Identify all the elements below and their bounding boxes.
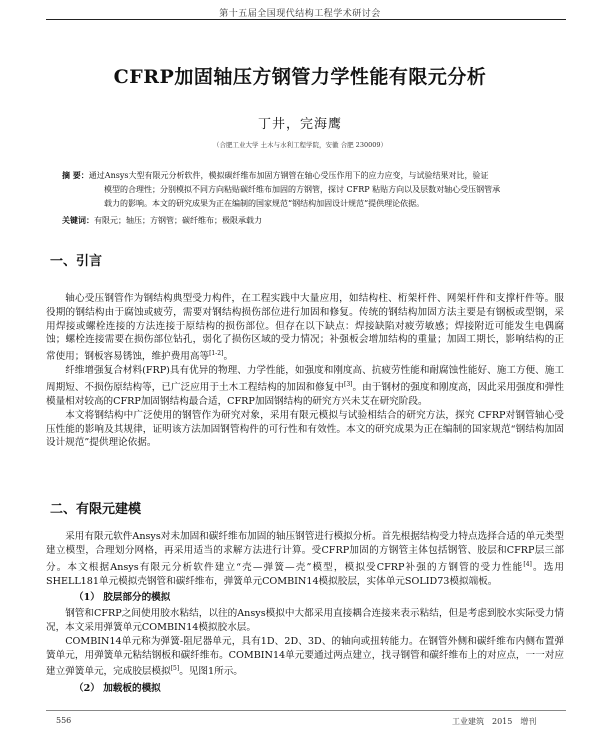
citation: [3] [344,380,353,388]
section-1-body [46,292,564,450]
page-number: 556 [56,716,72,725]
keywords [62,214,552,227]
citation: [1-2] [209,350,224,358]
footer-rule [46,710,566,711]
paper-authors: 丁井，完海鹰 [257,117,342,132]
abstract-line-3: 载力的影响。本文的研究成果为正在编制的国家规范“钢结构加固设计规范”提供理论依据。 [104,199,425,208]
keywords-label: 关键词： [62,215,94,225]
citation: [5] [170,665,180,673]
paragraph: 本文将钢结构中广泛使用的钢管作为研究对象，采用有限元模拟与试验相结合的研究方法，探究 CFRP对钢管轴心受压性能的影响及其规律，证明该方法加固钢管构件的可行性和有效性。本文的研究成果为正在编制的国家规范“钢结构加固设计规范”提供理论依据。 [46,409,564,449]
abstract-line-1: 摘 要：通过Ansys大型有限元分析软件，模拟碳纤维布加固方钢管在轴心受压作用下的应力应变，与试验结果对比，验证 [62,170,489,180]
conference-header: 第十五届全国现代结构工程学术研讨会 [219,9,381,19]
section-1-heading: 一、引言 [50,254,103,269]
paragraph: 钢管和CFRP之间使用胶水粘结，以往的Ansys模拟中大都采用直接耦合连接来表示粘结，但是考虑到胶水实际受力情况，本文采用弹簧单元COMBIN14模拟胶水层。 [46,608,564,633]
subsection-heading: （2） 加载板的模拟 [74,683,161,695]
paper-affiliation: （合肥工业大学 土木与水利工程学院，安徽 合肥 230009） [212,141,387,149]
keywords-text: 有限元；轴压；方钢管；碳纤维布；极限承载力 [94,216,262,225]
paragraph: 纤维增强复合材料(FRP)具有优异的物理、力学性能，如强度和刚度高、抗疲劳性能和耐腐蚀性能好、施工方便、施工周期短、不损伤原结构等，已广泛应用于土木工程结构的加固和修复中[3]。由于钢材的强度和刚度高，因此采用强度和弹性模量相对较高的CFRP加固钢结构最合适，CFRP加固钢结构的研究方兴未艾在研究阶段。 [46,365,565,407]
abstract-label: 摘 要： [62,170,89,180]
subsection-heading: （1） 胶层部分的模拟 [74,592,171,604]
citation: [4] [523,560,532,568]
journal-name: 工业建筑 2015 增刊 [452,717,537,726]
paragraph: 轴心受压钢管作为钢结构典型受力构件，在工程实践中大量应用，如结构柱、桁架杆件、网架杆件和支撑杆件等。服役期的钢结构由于腐蚀或疲劳，需要对钢结构损伤部位进行加固和修复。传统的钢结构加固方法主要是有钢板或型钢，采用焊接或螺栓连接的方法连接于原结构的损伤部位。但存在以下缺点：焊接缺陷对疲劳敏感；焊接附近可能发生电偶腐蚀；螺栓连接需要在损伤部位钻孔，弱化了损伤区域的受力情况；补强板会增加结构的重量；加固工期长，影响结构的正常使用；钢板容易锈蚀，维护费用高等[1-2]。 [46,293,564,363]
section-2-heading: 二、有限元建模 [50,502,142,517]
section-2-body [46,530,564,698]
paper-title: CFRP加固轴压方钢管力学性能有限元分析 [113,66,487,88]
abstract-line-2: 模型的合理性；分别模拟不同方向粘贴碳纤维布加固的方钢管，探讨 CFRP 粘贴方向以及层数对轴心受压钢管承 [104,185,501,194]
header-rule [46,19,566,20]
paragraph: COMBIN14单元称为弹簧-阻尼器单元，具有1D、2D、3D、的轴向或扭转能力。在钢管外侧和碳纤维布内侧布置弹簧单元，用弹簧单元粘结钢板和碳纤维布。COMBIN14单元要通过两点建立，找寻钢管和碳纤维布上的对应点，一一对应建立弹簧单元，完成胶层模拟[5]。见图1所示。 [46,635,564,678]
abstract [62,168,552,211]
paragraph: 采用有限元软件Ansys对未加固和碳纤维布加固的轴压钢管进行模拟分析。首先根据结构受力特点选择合适的单元类型建立模型，合理划分网格，再采用适当的求解方法进行计算。受CFRP加固的方钢管主体包括钢管、胶层和CFRP层三部分。本文根据Ansys有限元分析软件建立“壳—弹簧—壳”模型，模拟受CFRP补强的方钢管的受力性能[4]。选用SHELL181单元模拟壳钢管和碳纤维布，弹簧单元COMBIN14模拟胶层，实体单元SOLID73模拟端板。 [46,531,565,587]
